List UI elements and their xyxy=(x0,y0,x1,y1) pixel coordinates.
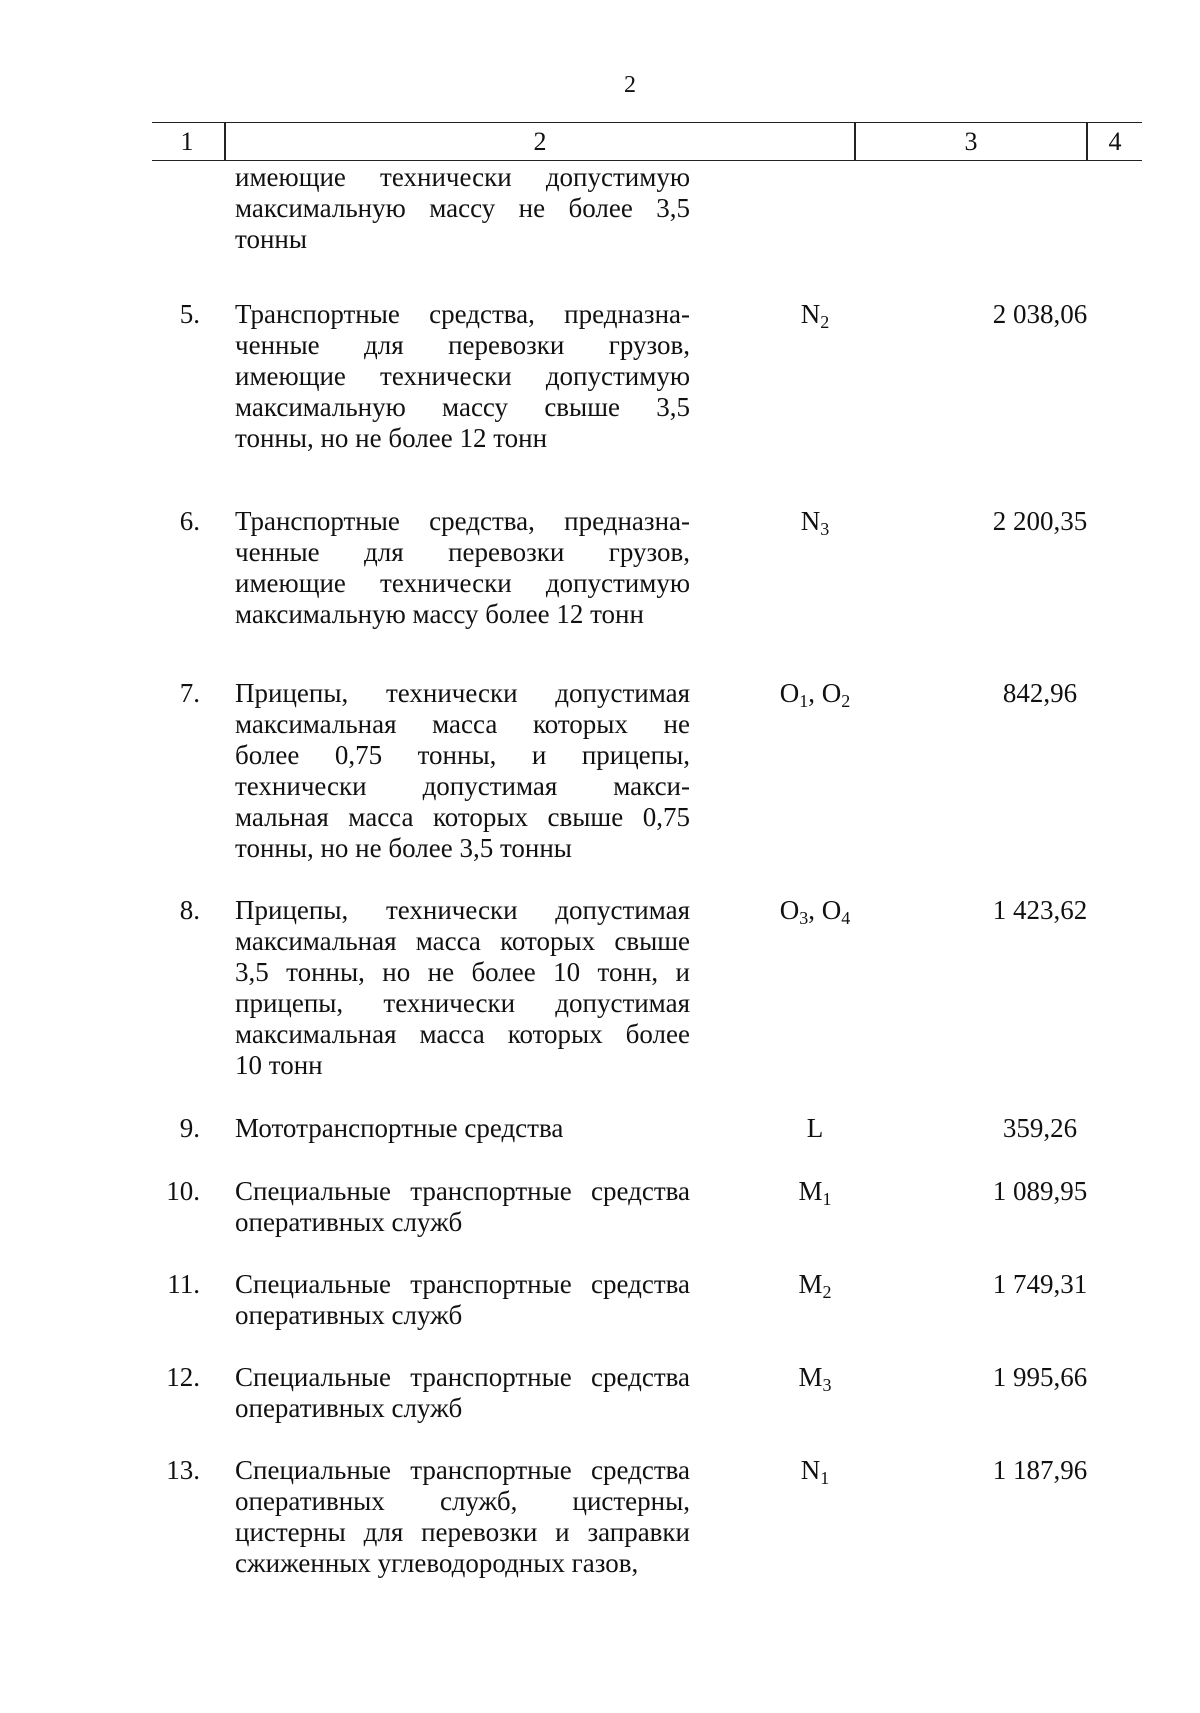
category-subscript: 3 xyxy=(820,519,830,539)
header-col-4: 4 xyxy=(1108,127,1122,156)
row-category xyxy=(700,506,930,545)
description-line: технически допустимая макси- xyxy=(235,771,690,801)
description-line: имеющие технически допустимую xyxy=(235,568,690,598)
row-description xyxy=(235,895,690,1081)
row-number: 13. xyxy=(166,1455,200,1485)
description-line: имеющие технически допустимую xyxy=(235,162,690,192)
description-line: максимальную массу более 12 тонн xyxy=(235,599,644,629)
description-line: тонны, но не более 12 тонн xyxy=(235,423,548,453)
description-line: ченные для перевозки грузов, xyxy=(235,537,690,567)
row-category: $O_3$, $O_4$ xyxy=(779,895,851,928)
row-value: 1 995,66 xyxy=(992,1362,1088,1392)
row-number: 8. xyxy=(179,895,200,925)
row-value: 1 423,62 xyxy=(992,895,1088,925)
category-subscript: 3 xyxy=(799,908,809,928)
description-line: Специальные транспортные средства xyxy=(235,1176,690,1206)
description-line: максимальная масса которых более xyxy=(235,1019,690,1049)
row-description xyxy=(235,1176,690,1238)
description-line: Специальные транспортные средства xyxy=(235,1362,690,1392)
row-value: 1 749,31 xyxy=(992,1269,1088,1299)
row-number: 7. xyxy=(179,678,200,708)
description-line: сжиженных углеводородных газов, xyxy=(235,1548,639,1578)
category-code: N xyxy=(800,299,821,329)
description-line: имеющие технически допустимую xyxy=(235,361,690,391)
row-number: 6. xyxy=(179,506,200,536)
category-code: M xyxy=(798,1362,823,1392)
row-category xyxy=(700,1269,930,1308)
page-number: 2 xyxy=(624,72,636,98)
description-line: 3,5 тонны, но не более 10 тонн, и xyxy=(235,957,690,987)
row-description xyxy=(235,162,690,255)
row-value: 1 187,96 xyxy=(992,1455,1088,1485)
row-number: 9. xyxy=(179,1113,200,1143)
description-line: Транспортные средства, предназна- xyxy=(235,299,690,329)
category-subscript: 2 xyxy=(841,691,851,711)
category-subscript: 1 xyxy=(822,1189,832,1209)
description-line: оперативных служб xyxy=(235,1207,463,1237)
description-line: Специальные транспортные средства xyxy=(235,1269,690,1299)
category-code: O xyxy=(821,678,842,708)
description-line: цистерны для перевозки и заправки xyxy=(235,1517,690,1547)
row-number: 12. xyxy=(166,1362,200,1392)
description-line: Прицепы, технически допустимая xyxy=(235,895,690,925)
description-line: более 0,75 тонны, и прицепы, xyxy=(235,740,690,770)
row-description xyxy=(235,506,690,630)
description-line: оперативных служб, цистерны, xyxy=(235,1486,690,1516)
table-header xyxy=(152,122,1142,161)
header-col-1: 1 xyxy=(180,127,194,156)
description-line: ченные для перевозки грузов, xyxy=(235,330,690,360)
category-code: N xyxy=(800,506,821,536)
description-line: тонны xyxy=(235,224,307,254)
row-category: $O_1$, $O_2$ xyxy=(779,678,851,711)
description-line: максимальную массу свыше 3,5 xyxy=(235,392,690,422)
row-category xyxy=(700,299,930,338)
description-line: оперативных служб xyxy=(235,1393,463,1423)
row-number: 10. xyxy=(166,1176,200,1206)
description-line: мальная масса которых свыше 0,75 xyxy=(235,802,690,832)
description-line: тонны, но не более 3,5 тонны xyxy=(235,833,572,863)
description-line: Прицепы, технически допустимая xyxy=(235,678,690,708)
row-description xyxy=(235,1113,690,1144)
category-code: N xyxy=(800,1455,821,1485)
category-code: M xyxy=(798,1269,823,1299)
row-category xyxy=(700,1362,930,1401)
row-description xyxy=(235,299,690,454)
description-line: оперативных служб xyxy=(235,1300,463,1330)
category-code: O xyxy=(821,895,842,925)
category-code: L xyxy=(806,1113,824,1143)
category-subscript: 3 xyxy=(822,1375,832,1395)
description-line: Мототранспортные средства xyxy=(235,1113,564,1143)
category-code: O xyxy=(779,895,800,925)
row-value: 359,26 xyxy=(1002,1113,1078,1143)
row-category xyxy=(700,1455,930,1494)
category-code: M xyxy=(798,1176,823,1206)
row-category xyxy=(700,1176,930,1215)
category-subscript: 4 xyxy=(841,908,851,928)
row-value: 2 038,06 xyxy=(992,299,1088,329)
row-number: 11. xyxy=(167,1269,200,1299)
row-description xyxy=(235,678,690,864)
description-line: максимальная масса которых свыше xyxy=(235,926,690,956)
row-value: 1 089,95 xyxy=(992,1176,1088,1206)
description-line: 10 тонн xyxy=(235,1050,323,1080)
row-value: 2 200,35 xyxy=(992,506,1088,536)
category-subscript: 2 xyxy=(822,1282,832,1302)
category-code: O xyxy=(779,678,800,708)
description-line: максимальная масса которых не xyxy=(235,709,690,739)
row-category xyxy=(700,1113,930,1144)
header-col-2: 2 xyxy=(533,127,547,156)
category-subscript: 1 xyxy=(799,691,809,711)
description-line: прицепы, технически допустимая xyxy=(235,988,690,1018)
description-line: Специальные транспортные средства xyxy=(235,1455,690,1485)
row-description xyxy=(235,1362,690,1424)
category-subscript: 2 xyxy=(820,312,830,332)
row-number: 5. xyxy=(179,299,200,329)
row-description xyxy=(235,1269,690,1331)
row-value: 842,96 xyxy=(1002,678,1078,708)
row-description xyxy=(235,1455,690,1579)
description-line: максимальную массу не более 3,5 xyxy=(235,193,690,223)
header-col-3: 3 xyxy=(964,127,978,156)
description-line: Транспортные средства, предназна- xyxy=(235,506,690,536)
category-subscript: 1 xyxy=(820,1468,830,1488)
